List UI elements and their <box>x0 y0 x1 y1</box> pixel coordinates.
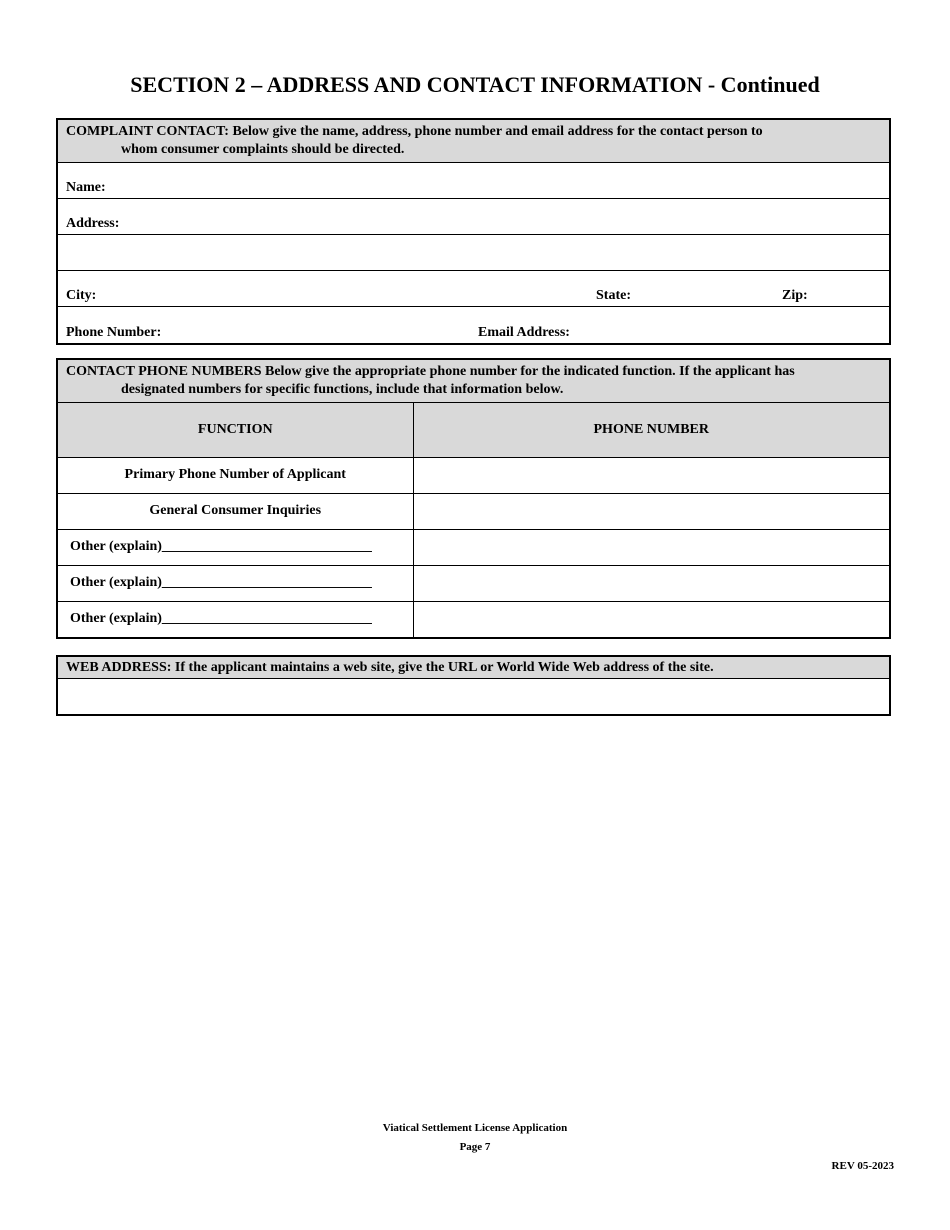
phone-input-primary[interactable] <box>413 457 889 493</box>
phone-email-row <box>58 307 889 343</box>
contact-phone-numbers-section <box>56 358 891 639</box>
phone-header-line1: CONTACT PHONE NUMBERS Below give the appropriate phone number for the indicated function. If the applicant has <box>66 364 795 379</box>
footer-form-name: Viatical Settlement License Application <box>382 1122 568 1134</box>
name-label: Name: <box>66 180 106 195</box>
complaint-contact-section <box>56 118 891 345</box>
function-other-2[interactable]: Other (explain)______________________________ <box>58 565 413 601</box>
revision-label: REV 05-2023 <box>831 1160 894 1172</box>
phone-input-other-2[interactable] <box>413 565 889 601</box>
complaint-header-line2: whom consumer complaints should be directed. <box>121 142 405 157</box>
name-field[interactable] <box>58 163 889 199</box>
phone-number-column-header: PHONE NUMBER <box>413 403 889 457</box>
phone-input-general-inquiries[interactable] <box>413 493 889 529</box>
state-label: State: <box>596 288 631 303</box>
web-address-field[interactable] <box>58 679 889 714</box>
zip-label: Zip: <box>782 288 808 303</box>
phone-input-other-1[interactable] <box>413 529 889 565</box>
phone-header-line2: designated numbers for specific functions, include that information below. <box>121 382 564 397</box>
phone-input-other-3[interactable] <box>413 601 889 637</box>
function-other-3[interactable]: Other (explain)______________________________ <box>58 601 413 637</box>
web-address-section <box>56 655 891 716</box>
footer-page-number: Page 7 <box>459 1141 491 1153</box>
function-general-inquiries: General Consumer Inquiries <box>58 493 413 529</box>
phone-number-label: Phone Number: <box>66 325 162 340</box>
address-label: Address: <box>66 216 120 231</box>
function-primary-phone: Primary Phone Number of Applicant <box>58 457 413 493</box>
email-address-label: Email Address: <box>478 325 570 340</box>
complaint-contact-header <box>58 120 889 163</box>
address-field[interactable] <box>58 199 889 235</box>
city-label: City: <box>66 288 97 303</box>
complaint-header-line1: COMPLAINT CONTACT: Below give the name, address, phone number and email address for the contact person to <box>66 124 763 139</box>
address-line2-field[interactable] <box>58 235 889 271</box>
web-address-header: WEB ADDRESS: If the applicant maintains a web site, give the URL or World Wide Web address of the site. <box>58 657 889 679</box>
function-other-1[interactable]: Other (explain)______________________________ <box>58 529 413 565</box>
phone-numbers-table <box>58 403 889 637</box>
phone-numbers-header <box>58 360 889 403</box>
city-state-zip-row <box>58 271 889 307</box>
function-column-header: FUNCTION <box>58 403 413 457</box>
page-title: SECTION 2 – ADDRESS AND CONTACT INFORMATION - Continued <box>130 72 820 97</box>
